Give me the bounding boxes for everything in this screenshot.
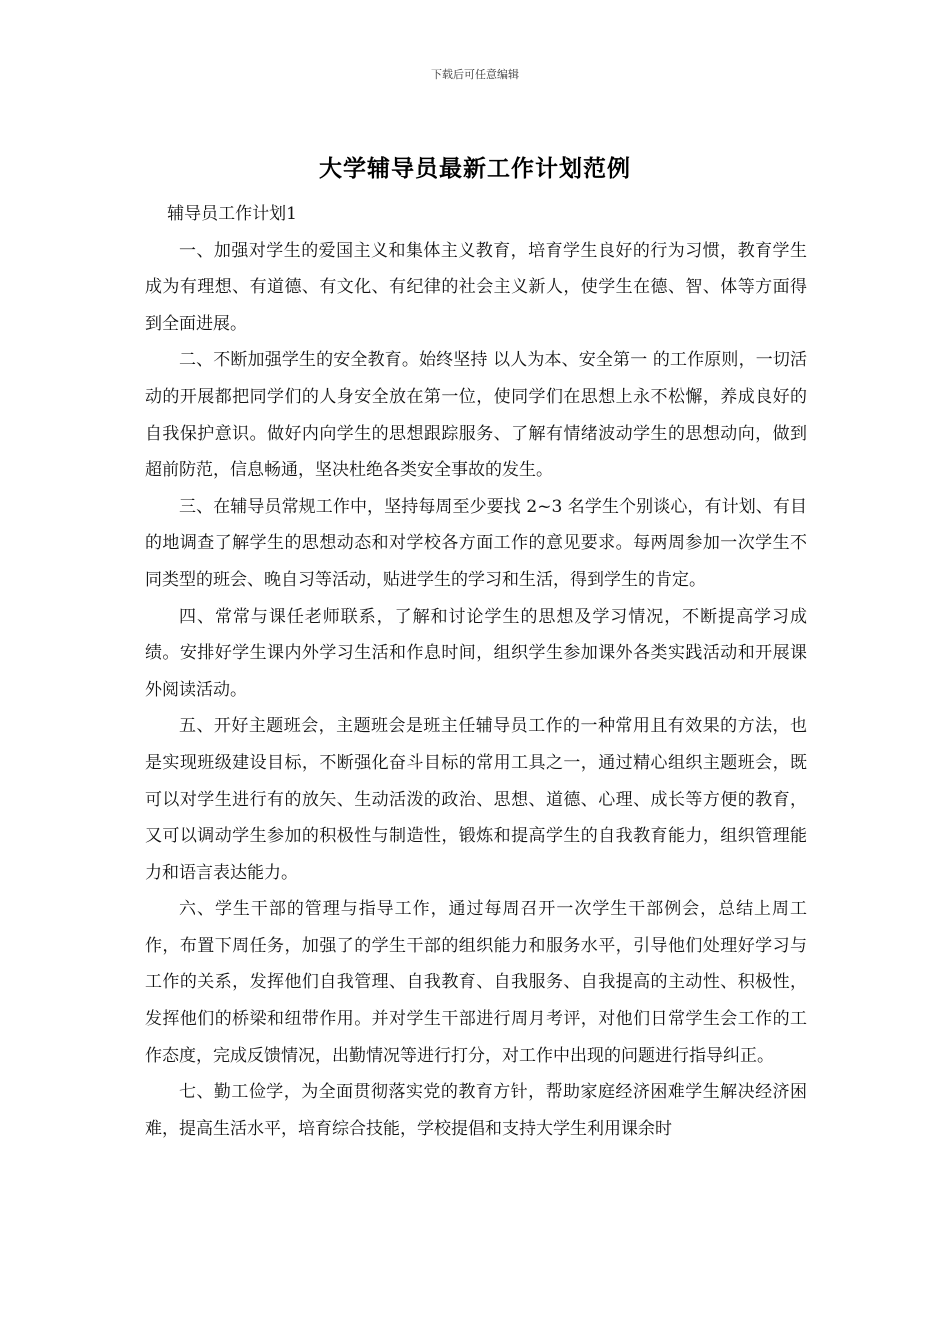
header-note: 下载后可任意编辑 <box>431 68 519 81</box>
paragraph: 一、加强对学生的爱国主义和集体主义教育，培育学生良好的行为习惯，教育学生成为有理想、有道德、有文化、有纪律的社会主义新人，使学生在德、智、体等方面得到全面进展。 <box>145 240 807 334</box>
paragraph: 三、在辅导员常规工作中，坚持每周至少要找 2~3 名学生个别谈心，有计划、有目的地调查了解学生的思想动态和对学校各方面工作的意见要求。每两周参加一次学生不同类型的班会、晚自习等活动，贴进学生的学习和生活，得到学生的肯定。 <box>145 496 807 590</box>
paragraph: 五、开好主题班会，主题班会是班主任辅导员工作的一种常用且有效果的方法，也是实现班级建设目标，不断强化奋斗目标的常用工具之一，通过精心组织主题班会，既可以对学生进行有的放矢、生动活泼的政治、思想、道德、心理、成长等方便的教育，又可以调动学生参加的积极性与制造性，锻炼和提高学生的自我教育能力，组织管理能力和语言表达能力。 <box>145 716 807 883</box>
paragraph: 六、学生干部的管理与指导工作，通过每周召开一次学生干部例会，总结上周工作，布置下周任务，加强了的学生干部的组织能力和服务水平，引导他们处理好学习与工作的关系，发挥他们自我管理、自我教育、自我服务、自我提高的主动性、积极性，发挥他们的桥梁和纽带作用。并对学生干部进行周月考评，对他们日常学生会工作的工作态度，完成反馈情况，出勤情况等进行打分，对工作中出现的问题进行指导纠正。 <box>145 899 807 1066</box>
document-body <box>145 196 807 1147</box>
paragraph: 四、常常与课任老师联系，了解和讨论学生的思想及学习情况，不断提高学习成绩。安排好学生课内外学习生活和作息时间，组织学生参加课外各类实践活动和开展课外阅读活动。 <box>145 606 807 700</box>
document-title: 大学辅导员最新工作计划范例 <box>319 156 631 182</box>
paragraph: 二、不断加强学生的安全教育。始终坚持 以人为本、安全第一 的工作原则，一切活动的开展都把同学们的人身安全放在第一位，使同学们在思想上永不松懈，养成良好的自我保护意识。做好内向学生的思想跟踪服务、了解有情绪波动学生的思想动向，做到超前防范，信息畅通，坚决杜绝各类安全事故的发生。 <box>145 350 807 481</box>
section-subtitle: 辅导员工作计划1 <box>167 204 297 224</box>
paragraph: 七、勤工俭学，为全面贯彻落实党的教育方针，帮助家庭经济困难学生解决经济困难，提高生活水平，培育综合技能，学校提倡和支持大学生利用课余时 <box>145 1082 807 1139</box>
